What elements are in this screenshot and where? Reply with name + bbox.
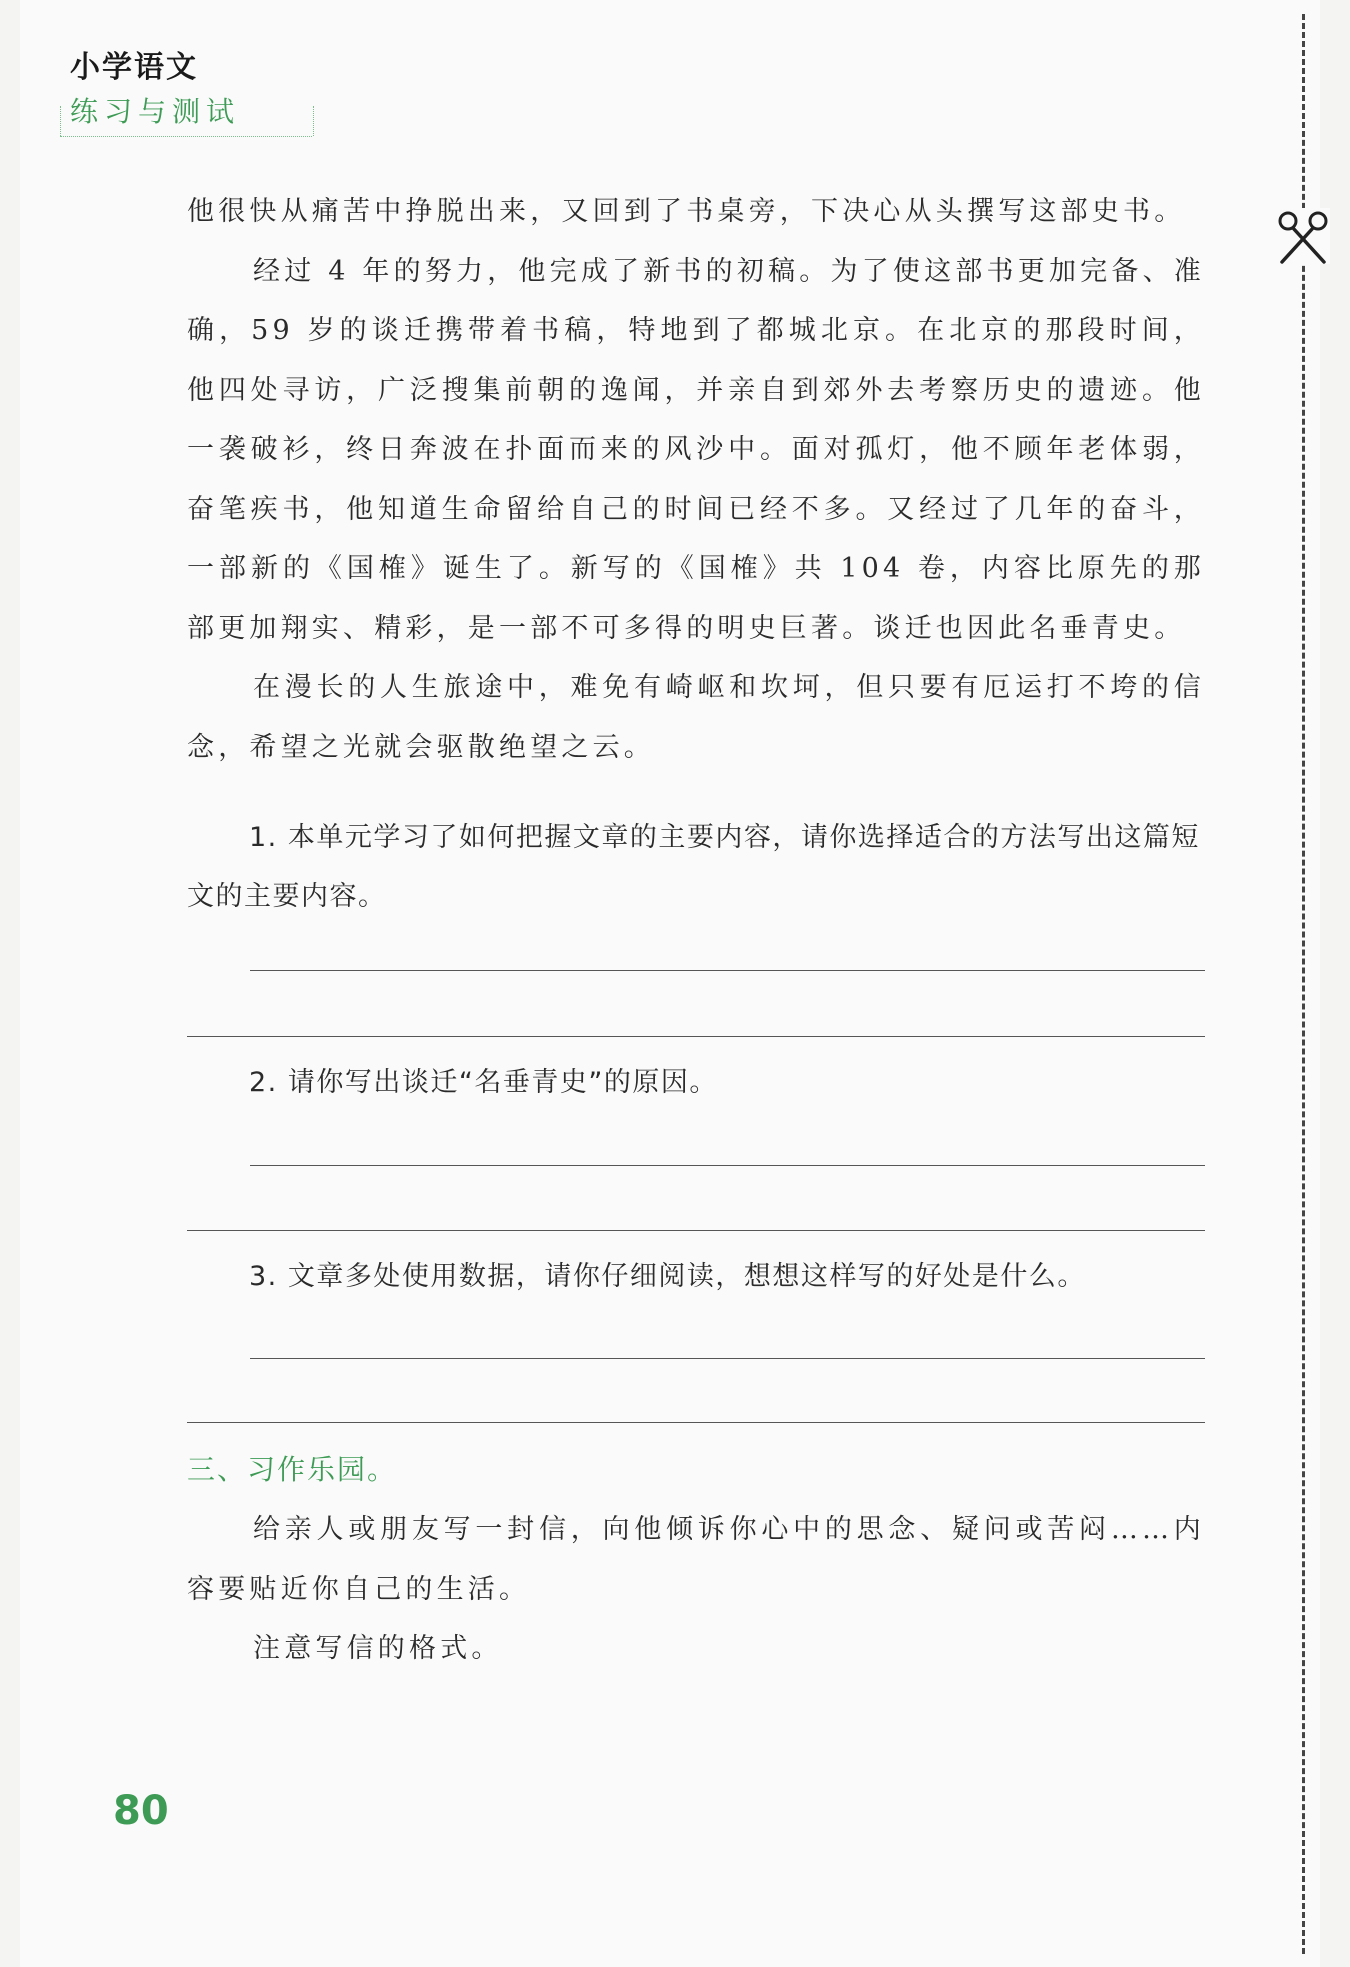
passage-paragraph: 经过 4 年的努力，他完成了新书的初稿。为了使这部书更加完备、准确，59 岁的谈迁携带着书稿，特地到了都城北京。在北京的那段时间，他四处寻访，广泛搜集前朝的逸闻，并亲自到郊外去考察历史的遗迹。他一袭破衫，终日奔波在扑面而来的风沙中。面对孤灯，他不顾年老体弱，奋笔疾书，他知道生命留给自己的时间已经不多。又经过了几年的奋斗，一部新的《国榷》诞生了。新写的《国榷》共 104 卷，内容比原先的那部更加翔实、精彩，是一部不可多得的明史巨著。谈迁也因此名垂青史。: [187, 255, 1205, 644]
question-3: 3. 文章多处使用数据，请你仔细阅读，想想这样写的好处是什么。: [249, 1261, 1086, 1292]
prompt-paragraph: 给亲人或朋友写一封信，向他倾诉你心中的思念、疑问或苦闷……内容要贴近你自己的生活。: [187, 1514, 1205, 1605]
answer-line[interactable]: [250, 1358, 1205, 1359]
answer-line[interactable]: [250, 970, 1205, 971]
answer-line[interactable]: [250, 1165, 1205, 1166]
header-title: 小学语文: [70, 50, 198, 85]
section-title-writing: 三、习作乐园。: [187, 1453, 398, 1486]
header-subtitle: 练习与测试: [70, 95, 241, 128]
writing-prompt: [187, 1500, 1205, 1679]
question-2: 2. 请你写出谈迁“名垂青史”的原因。: [249, 1067, 718, 1098]
cut-line: [1302, 14, 1305, 1954]
answer-line[interactable]: [187, 1036, 1205, 1037]
question-1: 1. 本单元学习了如何把握文章的主要内容，请你选择适合的方法写出这篇短文的主要内容。: [187, 822, 1200, 912]
answer-line[interactable]: [187, 1422, 1205, 1423]
passage-paragraph: 他很快从痛苦中挣脱出来，又回到了书桌旁，下决心从头撰写这部史书。: [187, 196, 1186, 227]
passage-paragraph: 在漫长的人生旅途中，难免有崎岖和坎坷，但只要有厄运打不垮的信念，希望之光就会驱散绝望之云。: [187, 672, 1205, 763]
page-number: 80: [113, 1788, 169, 1834]
scissors-icon: [1276, 208, 1330, 264]
reading-passage: [187, 182, 1205, 777]
answer-line[interactable]: [187, 1230, 1205, 1231]
prompt-paragraph: 注意写信的格式。: [253, 1633, 503, 1664]
